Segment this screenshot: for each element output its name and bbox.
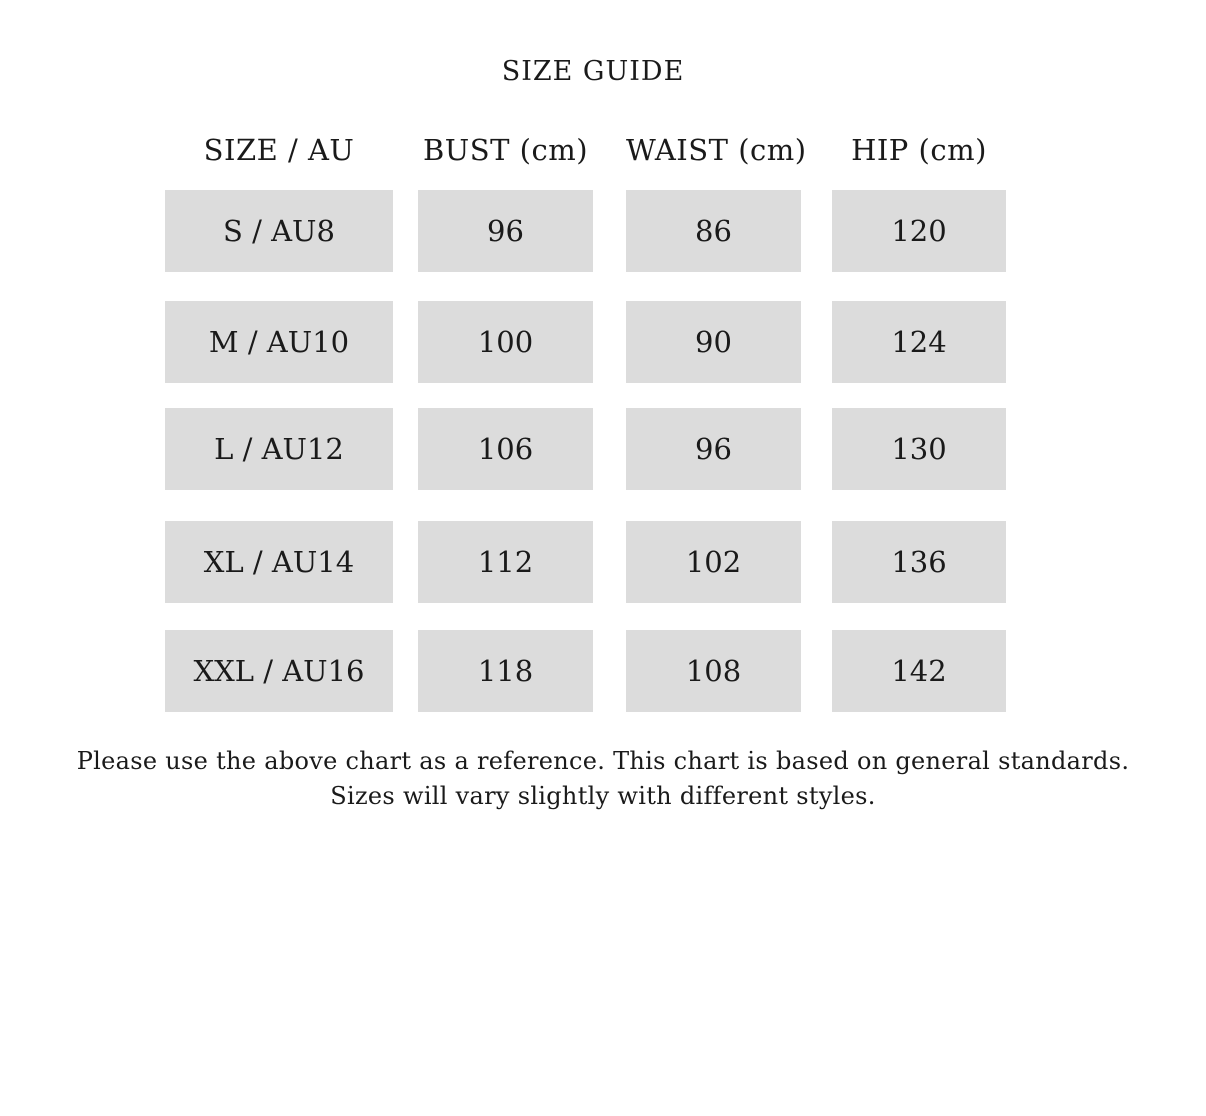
note-line-1: Please use the above chart as a reference. This chart is based on general standards. — [76, 747, 1130, 775]
cell-size: L / AU12 — [165, 408, 393, 490]
cell-waist: 86 — [626, 190, 801, 272]
cell-waist: 102 — [626, 521, 801, 603]
cell-size: M / AU10 — [165, 301, 393, 383]
page-title: SIZE GUIDE — [501, 56, 685, 87]
header-bust: BUST (cm) — [422, 133, 589, 167]
cell-hip: 120 — [832, 190, 1006, 272]
cell-bust: 106 — [418, 408, 593, 490]
cell-waist: 108 — [626, 630, 801, 712]
cell-waist: 96 — [626, 408, 801, 490]
header-waist: WAIST (cm) — [626, 133, 807, 167]
cell-hip: 136 — [832, 521, 1006, 603]
cell-hip: 130 — [832, 408, 1006, 490]
reference-note — [0, 744, 1206, 814]
cell-bust: 96 — [418, 190, 593, 272]
cell-size: XXL / AU16 — [165, 630, 393, 712]
header-size: SIZE / AU — [203, 133, 355, 167]
cell-hip: 142 — [832, 630, 1006, 712]
note-line-2: Sizes will vary slightly with different styles. — [330, 782, 876, 810]
cell-hip: 124 — [832, 301, 1006, 383]
header-hip: HIP (cm) — [851, 133, 987, 167]
cell-bust: 100 — [418, 301, 593, 383]
cell-size: S / AU8 — [165, 190, 393, 272]
cell-size: XL / AU14 — [165, 521, 393, 603]
cell-bust: 118 — [418, 630, 593, 712]
cell-bust: 112 — [418, 521, 593, 603]
cell-waist: 90 — [626, 301, 801, 383]
